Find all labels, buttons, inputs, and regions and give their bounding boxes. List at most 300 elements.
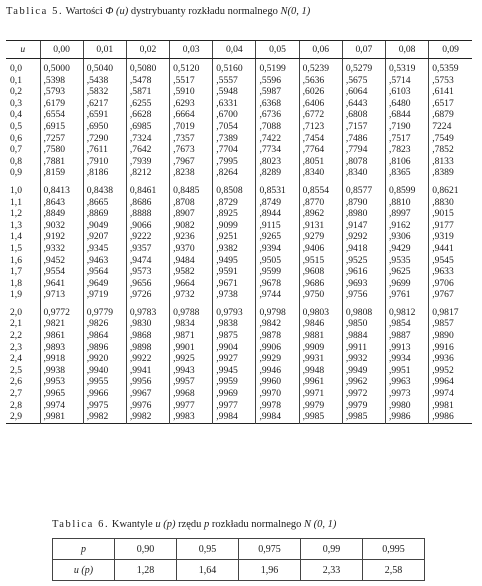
- table5-cell: ,9265: [256, 231, 299, 243]
- table5-cell: ,5793: [40, 86, 83, 98]
- table5-cell: ,9732: [170, 289, 213, 301]
- table6-caption-up: u (p): [155, 519, 176, 530]
- table5-cell: ,9821: [40, 318, 83, 330]
- table5-cell: ,9951: [386, 365, 429, 377]
- table-row: [6, 98, 472, 110]
- table5-cell: ,9319: [429, 231, 472, 243]
- table5-cell: ,9972: [342, 388, 385, 400]
- table5-row-u: 0,0: [10, 63, 22, 74]
- table5-cell: ,9382: [213, 243, 256, 255]
- table5-cell: ,9664: [170, 278, 213, 290]
- table5-cell: ,9706: [429, 278, 472, 290]
- table6-u-value: 2,33: [301, 560, 363, 581]
- table5-cell: ,6103: [386, 86, 429, 98]
- table5-cell: ,8790: [342, 197, 385, 209]
- table5-row-u: 0,2: [10, 86, 22, 98]
- table5-cell: ,5398: [40, 75, 83, 87]
- table-row: [6, 86, 472, 98]
- table5-cell: ,9931: [299, 353, 342, 365]
- table-row: [6, 342, 472, 354]
- table5-cell: ,6517: [429, 98, 472, 110]
- table5-cell: 7224: [429, 121, 472, 133]
- table5-cell: ,9960: [256, 376, 299, 388]
- table5-cell: ,7852: [429, 144, 472, 156]
- table5-cell: ,9976: [126, 400, 169, 412]
- table5-cell: ,9868: [126, 330, 169, 342]
- table5-cell: ,9934: [386, 353, 429, 365]
- table5-cell: ,9938: [40, 365, 83, 377]
- table5-cell: ,5596: [256, 75, 299, 87]
- table-row: [6, 197, 472, 209]
- table5-cell: ,9984: [213, 411, 256, 423]
- table5-cell: ,9986: [429, 411, 472, 423]
- table5-cell: ,9898: [126, 342, 169, 354]
- table5-cell: ,9834: [170, 318, 213, 330]
- table5-cell: ,8849: [40, 208, 83, 220]
- table6-u-value: 1,28: [115, 560, 177, 581]
- table5-header-col: 0,03: [170, 41, 213, 59]
- table5-cell: ,9394: [256, 243, 299, 255]
- table5-cell: 0,5319: [386, 59, 429, 75]
- table5-cell: ,9599: [256, 266, 299, 278]
- table5-cell: 0,9793: [213, 301, 256, 319]
- table5-cell: ,9948: [299, 365, 342, 377]
- table5-cell: ,9941: [126, 365, 169, 377]
- table5-cell: ,7290: [83, 133, 126, 145]
- table5-cell: ,5675: [342, 75, 385, 87]
- table5-cell: ,9147: [342, 220, 385, 232]
- table5-cell: ,9251: [213, 231, 256, 243]
- table5-cell: ,8212: [126, 167, 169, 179]
- table5-cell: ,7580: [40, 144, 83, 156]
- table5-cell: ,9955: [83, 376, 126, 388]
- table5-cell: ,8708: [170, 197, 213, 209]
- table5-cell: ,8264: [213, 167, 256, 179]
- table5-cell: ,5557: [213, 75, 256, 87]
- table5-header-col: 0,00: [40, 41, 83, 59]
- table5-cell: ,9032: [40, 220, 83, 232]
- table5-cell: ,9535: [386, 255, 429, 267]
- table5-row-u: 0,7: [10, 144, 22, 156]
- table5-header-row: [6, 41, 472, 59]
- table5-cell: ,9946: [256, 365, 299, 377]
- table5-cell: ,7157: [342, 121, 385, 133]
- table5-cell: ,9850: [342, 318, 385, 330]
- table5-cell: ,9974: [40, 400, 83, 412]
- table6-u-value: 1,64: [177, 560, 239, 581]
- table5-cell: ,9904: [213, 342, 256, 354]
- table5-header-col: 0,07: [342, 41, 385, 59]
- table5-cell: 0,9798: [256, 301, 299, 319]
- table5-cell: ,8888: [126, 208, 169, 220]
- table5-row-u: 1,8: [10, 277, 22, 289]
- table5-cell: ,9177: [429, 220, 472, 232]
- table5-cell: ,7486: [342, 133, 385, 145]
- table5-cell: ,9979: [342, 400, 385, 412]
- table5-cell: ,9977: [213, 400, 256, 412]
- table5-row-u: 0,8: [10, 155, 22, 167]
- table6-caption-p: p: [204, 519, 210, 530]
- table5-cell: ,7823: [386, 144, 429, 156]
- table5-cell: ,9370: [170, 243, 213, 255]
- table6-u-row: [53, 560, 425, 581]
- table5-cell: ,9495: [213, 255, 256, 267]
- table5-cell: ,9983: [170, 411, 213, 423]
- table5-cell: ,9936: [429, 353, 472, 365]
- table5-row-u: 1,0: [10, 184, 22, 196]
- table5-cell: ,9306: [386, 231, 429, 243]
- table5-cell: ,5438: [83, 75, 126, 87]
- table5-caption-dist: N(0, 1): [280, 6, 311, 17]
- table5-cell: ,8238: [170, 167, 213, 179]
- table5-cell: ,9830: [126, 318, 169, 330]
- table5-cell: ,9292: [342, 231, 385, 243]
- table5-cell: ,7910: [83, 156, 126, 168]
- table5-cell: ,6772: [299, 109, 342, 121]
- table5-cell: ,8980: [342, 208, 385, 220]
- table5-cell: ,6443: [342, 98, 385, 110]
- table5-cell: 0,5199: [256, 59, 299, 75]
- table5-row-u: 0,5: [10, 120, 22, 132]
- table5-header-col: 0,08: [386, 41, 429, 59]
- table5-cell: ,9981: [429, 400, 472, 412]
- table5-cell: 0,8621: [429, 179, 472, 197]
- table5-cell: ,8051: [299, 156, 342, 168]
- table6-caption-text-1: Kwantyle: [109, 519, 156, 530]
- table5-cell: ,7054: [213, 121, 256, 133]
- table5-row-u: 1,4: [10, 231, 22, 243]
- table5-cell: ,9554: [40, 266, 83, 278]
- table5-cell: ,9980: [386, 400, 429, 412]
- table5-cell: ,5910: [170, 86, 213, 98]
- table5-row-u: 2,9: [10, 411, 22, 423]
- table-row: [6, 231, 472, 243]
- table5-cell: ,6664: [170, 109, 213, 121]
- table5-cell: ,9973: [386, 388, 429, 400]
- table5-cell: ,9713: [40, 289, 83, 301]
- table-row: [6, 59, 472, 75]
- table-row: [6, 330, 472, 342]
- table5-header-u: u: [6, 41, 40, 59]
- table5-cell: ,6736: [256, 109, 299, 121]
- table5-cell: ,9699: [386, 278, 429, 290]
- table6-p-value: 0,95: [177, 539, 239, 560]
- table5-cell: ,6217: [83, 98, 126, 110]
- table5-cell: ,9279: [299, 231, 342, 243]
- table5-cell: ,9985: [342, 411, 385, 423]
- table5-cell: ,6591: [83, 109, 126, 121]
- table5-header-col: 0,02: [126, 41, 169, 59]
- table5-cell: ,7611: [83, 144, 126, 156]
- table5-cell: ,9982: [126, 411, 169, 423]
- table5-cell: ,9846: [299, 318, 342, 330]
- table5-cell: ,7422: [256, 133, 299, 145]
- table5-cell: ,9854: [386, 318, 429, 330]
- table5-cell: ,7704: [213, 144, 256, 156]
- table5-cell: ,7517: [386, 133, 429, 145]
- table5-row-u: 1,5: [10, 242, 22, 254]
- table-row: [6, 278, 472, 290]
- table5-caption: [6, 6, 310, 17]
- table-row: [6, 179, 472, 197]
- table5-cell: ,9943: [170, 365, 213, 377]
- table5-cell: ,8962: [299, 208, 342, 220]
- table5-cell: ,8023: [256, 156, 299, 168]
- table5-cell: ,9945: [213, 365, 256, 377]
- table5-cell: ,8997: [386, 208, 429, 220]
- table-row: [6, 208, 472, 220]
- table5-cell: ,9985: [299, 411, 342, 423]
- table5-cell: ,9406: [299, 243, 342, 255]
- table5-cell: ,8944: [256, 208, 299, 220]
- table5-cell: ,8365: [386, 167, 429, 179]
- table6-u-value: 2,58: [363, 560, 425, 581]
- table5-cell: ,7454: [299, 133, 342, 145]
- table-row: [6, 411, 472, 423]
- table6-caption-text-3: rozkładu normalnego: [209, 519, 305, 530]
- table5-cell: ,9719: [83, 289, 126, 301]
- table5-cell: ,9671: [213, 278, 256, 290]
- table5-cell: ,7190: [386, 121, 429, 133]
- table5-cell: ,9625: [386, 266, 429, 278]
- table-row: [6, 156, 472, 168]
- table5-cell: 0,8413: [40, 179, 83, 197]
- table5-cell: ,9842: [256, 318, 299, 330]
- table5-cell: ,7939: [126, 156, 169, 168]
- table5-header-col: 0,09: [429, 41, 472, 59]
- table-row: [6, 266, 472, 278]
- table5-cell: ,9608: [299, 266, 342, 278]
- table5-cell: ,9979: [299, 400, 342, 412]
- table5-cell: ,9452: [40, 255, 83, 267]
- table5-cell: ,7357: [170, 133, 213, 145]
- table5-cell: ,7881: [40, 156, 83, 168]
- table5-cell: ,6554: [40, 109, 83, 121]
- table5-cell: ,9984: [256, 411, 299, 423]
- table5-cell: ,9969: [213, 388, 256, 400]
- table5-cell: ,9131: [299, 220, 342, 232]
- table5-cell: ,9925: [170, 353, 213, 365]
- table5-cell: ,9738: [213, 289, 256, 301]
- table5-cell: ,9901: [170, 342, 213, 354]
- table5-cell: ,7389: [213, 133, 256, 145]
- table5-cell: 0,8461: [126, 179, 169, 197]
- table-row: [6, 388, 472, 400]
- table5-cell: ,9871: [170, 330, 213, 342]
- table5-body: [6, 59, 472, 424]
- table5-caption-lead: Tablica 5.: [6, 6, 64, 17]
- table5-cell: ,9515: [299, 255, 342, 267]
- table5-row-u: 2,4: [10, 353, 22, 365]
- table5-cell: ,9686: [299, 278, 342, 290]
- table5-cell: ,6700: [213, 109, 256, 121]
- table5-cell: ,9929: [256, 353, 299, 365]
- table5-cell: ,7995: [213, 156, 256, 168]
- table6-caption-text-2: rzędu: [175, 519, 205, 530]
- table5-row-u: 1,1: [10, 196, 22, 208]
- table5-cell: ,9959: [213, 376, 256, 388]
- table5-cell: ,9641: [40, 278, 83, 290]
- table5-cell: ,8686: [126, 197, 169, 209]
- table5-cell: 0,5239: [299, 59, 342, 75]
- table6-p-value: 0,90: [115, 539, 177, 560]
- table5-cell: 0,8485: [170, 179, 213, 197]
- table5-row-u: 0,1: [10, 74, 22, 86]
- table5-cell: 0,9808: [342, 301, 385, 319]
- table5-cell: ,9750: [299, 289, 342, 301]
- table5-cell: ,9429: [386, 243, 429, 255]
- table5-row-u: 1,7: [10, 266, 22, 278]
- table5-cell: ,8289: [256, 167, 299, 179]
- table5-cell: ,9881: [299, 330, 342, 342]
- table5-header-col: 0,04: [213, 41, 256, 59]
- table5-cell: ,8106: [386, 156, 429, 168]
- table5-cell: ,9970: [256, 388, 299, 400]
- table5-cell: ,9953: [40, 376, 83, 388]
- table5-cell: ,7967: [170, 156, 213, 168]
- table-row: [6, 167, 472, 179]
- table5-cell: ,9678: [256, 278, 299, 290]
- table5-cell: ,9967: [126, 388, 169, 400]
- table-row: [6, 318, 472, 330]
- table5-cell: ,5753: [429, 75, 472, 87]
- table5-cell: ,9564: [83, 266, 126, 278]
- table5-cell: ,9963: [386, 376, 429, 388]
- table5-cell: 0,8438: [83, 179, 126, 197]
- table5-cell: ,7257: [40, 133, 83, 145]
- table5-cell: ,6064: [342, 86, 385, 98]
- table5-cell: ,9916: [429, 342, 472, 354]
- table-row: [6, 255, 472, 267]
- table5-cell: ,9207: [83, 231, 126, 243]
- table5-cell: ,9966: [83, 388, 126, 400]
- table5-cell: ,9977: [170, 400, 213, 412]
- table5-cell: ,8665: [83, 197, 126, 209]
- table5-header-col: 0,01: [83, 41, 126, 59]
- table5-cell: ,8159: [40, 167, 83, 179]
- table-row: [6, 144, 472, 156]
- table5-cell: ,9971: [299, 388, 342, 400]
- table5-cell: ,6950: [83, 121, 126, 133]
- table6-p-label: p: [53, 539, 115, 560]
- table5-row-u: 2,6: [10, 376, 22, 388]
- normal-quantile-table: [52, 538, 425, 581]
- table5-cell: ,7673: [170, 144, 213, 156]
- table5-cell: ,9884: [342, 330, 385, 342]
- table5-row-u: 2,1: [10, 318, 22, 330]
- table5-cell: ,9693: [342, 278, 385, 290]
- table5-cell: 0,5040: [83, 59, 126, 75]
- table5-cell: ,5714: [386, 75, 429, 87]
- table5-cell: ,8643: [40, 197, 83, 209]
- table5-cell: ,9332: [40, 243, 83, 255]
- table5-cell: ,9525: [342, 255, 385, 267]
- table5-caption-text-2: dystrybuanty rozkładu normalnego: [128, 6, 281, 17]
- table5-row-u: 0,3: [10, 97, 22, 109]
- table5-cell: ,7734: [256, 144, 299, 156]
- table6-caption-dist: N (0, 1): [304, 519, 337, 530]
- table5-row-u: 2,8: [10, 399, 22, 411]
- table-row: [6, 365, 472, 377]
- table5-cell: ,9986: [386, 411, 429, 423]
- table5-cell: ,9909: [299, 342, 342, 354]
- table5-cell: 0,5080: [126, 59, 169, 75]
- table5-cell: 0,8577: [342, 179, 385, 197]
- table5-cell: 0,9779: [83, 301, 126, 319]
- table5-cell: ,9015: [429, 208, 472, 220]
- table5-header-col: 0,06: [299, 41, 342, 59]
- table5-cell: ,8389: [429, 167, 472, 179]
- table-row: [6, 400, 472, 412]
- table-row: [6, 220, 472, 232]
- table5-cell: ,9633: [429, 266, 472, 278]
- table5-cell: ,9474: [126, 255, 169, 267]
- table5-cell: ,9965: [40, 388, 83, 400]
- table5-cell: 0,5279: [342, 59, 385, 75]
- table5-cell: ,9573: [126, 266, 169, 278]
- table5-cell: ,5871: [126, 86, 169, 98]
- table5-cell: ,9932: [342, 353, 385, 365]
- table5-cell: ,9957: [170, 376, 213, 388]
- table5-cell: ,9878: [256, 330, 299, 342]
- table5-cell: ,7123: [299, 121, 342, 133]
- table5-row-u: 2,7: [10, 388, 22, 400]
- table5-cell: ,8810: [386, 197, 429, 209]
- table6-p-value: 0,99: [301, 539, 363, 560]
- table5-cell: ,9767: [429, 289, 472, 301]
- table5-cell: ,6406: [299, 98, 342, 110]
- table5-cell: ,9099: [213, 220, 256, 232]
- table5-cell: ,6026: [299, 86, 342, 98]
- table5-row-u: 2,5: [10, 364, 22, 376]
- table5-row-u: 1,3: [10, 219, 22, 231]
- table5-cell: ,9861: [40, 330, 83, 342]
- table6-caption: [52, 519, 336, 530]
- table5-cell: ,7019: [170, 121, 213, 133]
- table-row: [6, 121, 472, 133]
- table5-row-u: 2,3: [10, 341, 22, 353]
- table5-cell: ,9922: [126, 353, 169, 365]
- table5-cell: ,5948: [213, 86, 256, 98]
- table5-cell: ,6293: [170, 98, 213, 110]
- table5-cell: ,9656: [126, 278, 169, 290]
- table5-cell: ,9066: [126, 220, 169, 232]
- table5-row-u: 1,2: [10, 208, 22, 220]
- table5-cell: ,9968: [170, 388, 213, 400]
- table5-cell: ,9463: [83, 255, 126, 267]
- table5-cell: ,9761: [386, 289, 429, 301]
- table5-cell: ,9964: [429, 376, 472, 388]
- table5-cell: ,9949: [342, 365, 385, 377]
- table6-p-value: 0,995: [363, 539, 425, 560]
- table5-cell: ,9418: [342, 243, 385, 255]
- table5-cell: ,9962: [342, 376, 385, 388]
- table5-cell: ,7764: [299, 144, 342, 156]
- table5-cell: ,7088: [256, 121, 299, 133]
- table5-row-u: 1,9: [10, 289, 22, 301]
- table5-cell: ,6141: [429, 86, 472, 98]
- table6-p-value: 0,975: [239, 539, 301, 560]
- table5-cell: ,9978: [256, 400, 299, 412]
- table5-cell: ,7794: [342, 144, 385, 156]
- table5-cell: 0,9812: [386, 301, 429, 319]
- table5-cell: ,9893: [40, 342, 83, 354]
- table5-cell: ,9649: [83, 278, 126, 290]
- table5-cell: 0,5359: [429, 59, 472, 75]
- table-row: [6, 243, 472, 255]
- table5-cell: ,9918: [40, 353, 83, 365]
- table5-cell: ,9961: [299, 376, 342, 388]
